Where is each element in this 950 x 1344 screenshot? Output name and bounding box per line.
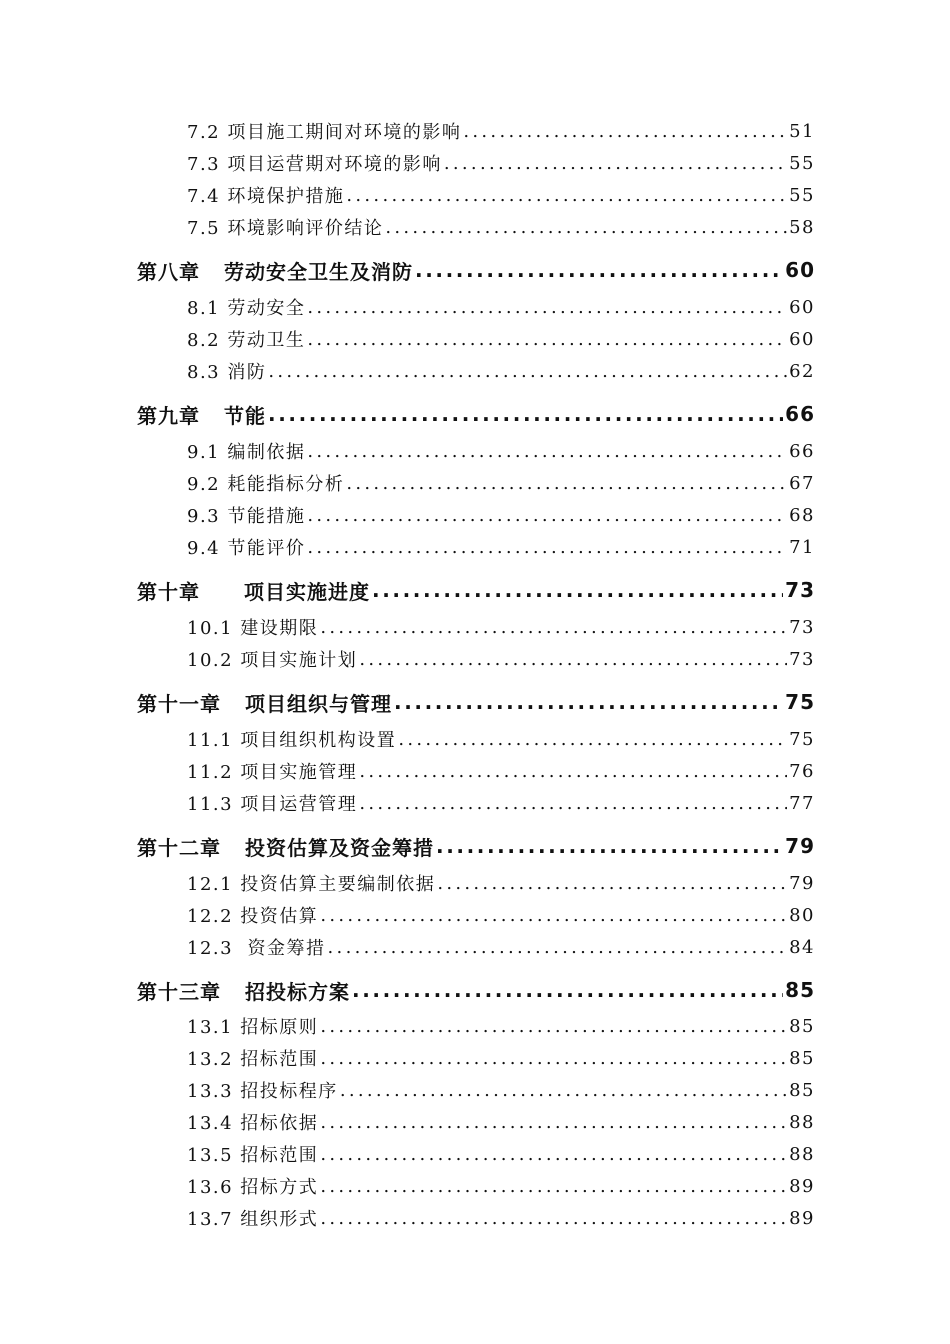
toc-section-label: 7.3 项目运营期对环境的影响	[187, 154, 442, 175]
toc-page-number: 75	[785, 690, 815, 714]
toc-section-entry[interactable]	[187, 1011, 815, 1041]
toc-leader-dots	[320, 617, 787, 638]
toc-section-label: 12.2 投资估算	[187, 906, 319, 927]
toc-chapter-number: 第八章	[137, 259, 200, 284]
toc-chapter-number: 第十二章	[137, 835, 221, 860]
toc-page-number: 71	[789, 536, 815, 558]
toc-leader-dots	[328, 937, 788, 958]
toc-leader-dots	[359, 761, 787, 782]
toc-section-entry[interactable]	[187, 532, 815, 562]
toc-section-entry[interactable]	[187, 468, 815, 498]
toc-chapter-title: 项目组织与管理	[245, 691, 392, 716]
toc-section-label: 13.6 招标方式	[187, 1177, 319, 1198]
toc-leader-dots	[385, 217, 787, 238]
toc-section-label: 7.5 环境影响评价结论	[187, 218, 384, 239]
toc-section-label: 13.5 招标范围	[187, 1145, 319, 1166]
toc-chapter-entry[interactable]	[137, 975, 815, 1005]
toc-leader-dots	[346, 473, 787, 494]
toc-leader-dots	[359, 793, 787, 814]
toc-page-number: 66	[785, 402, 815, 426]
toc-section-entry[interactable]	[187, 612, 815, 642]
toc-leader-dots	[268, 402, 783, 426]
toc-chapter-entry[interactable]	[137, 831, 815, 861]
toc-leader-dots	[320, 1016, 787, 1037]
toc-section-entry[interactable]	[187, 436, 815, 466]
toc-section-entry[interactable]	[187, 1139, 815, 1169]
toc-leader-dots	[320, 905, 787, 926]
toc-leader-dots	[436, 834, 783, 858]
toc-chapter-number: 第十三章	[137, 979, 221, 1004]
toc-chapter-title: 招投标方案	[245, 979, 350, 1004]
toc-page-number: 55	[789, 184, 815, 206]
toc-section-label: 13.1 招标原则	[187, 1017, 319, 1038]
toc-leader-dots	[398, 729, 787, 750]
toc-leader-dots	[320, 1144, 787, 1165]
toc-section-entry[interactable]	[187, 1107, 815, 1137]
toc-page-number: 68	[789, 504, 815, 526]
toc-page-number: 79	[785, 834, 815, 858]
toc-chapter-entry[interactable]	[137, 687, 815, 717]
toc-page-number: 76	[789, 760, 815, 782]
toc-page-number: 85	[789, 1047, 815, 1069]
toc-page-number: 84	[789, 936, 815, 958]
toc-page-number: 88	[789, 1143, 815, 1165]
toc-leader-dots	[307, 297, 787, 318]
toc-leader-dots	[359, 649, 787, 670]
toc-chapter-entry[interactable]	[137, 399, 815, 429]
toc-section-entry[interactable]	[187, 644, 815, 674]
toc-leader-dots	[307, 505, 787, 526]
toc-section-entry[interactable]	[187, 500, 815, 530]
toc-leader-dots	[307, 537, 787, 558]
toc-section-entry[interactable]	[187, 724, 815, 754]
toc-page-number: 60	[789, 296, 815, 318]
toc-section-label: 7.2 项目施工期间对环境的影响	[187, 122, 462, 143]
toc-chapter-number: 第十一章	[137, 691, 221, 716]
toc-leader-dots	[320, 1208, 787, 1229]
toc-page-number: 85	[789, 1079, 815, 1101]
toc-section-label: 9.2 耗能指标分析	[187, 474, 345, 495]
toc-page-number: 62	[789, 360, 815, 382]
toc-section-entry[interactable]	[187, 148, 815, 178]
toc-chapter-entry[interactable]	[137, 255, 815, 285]
toc-section-label: 8.1 劳动安全	[187, 298, 306, 319]
toc-page-number: 67	[789, 472, 815, 494]
toc-chapter-number: 第九章	[137, 403, 200, 428]
toc-section-label: 10.2 项目实施计划	[187, 650, 358, 671]
toc-section-entry[interactable]	[187, 1171, 815, 1201]
toc-leader-dots	[415, 258, 783, 282]
toc-section-entry[interactable]	[187, 788, 815, 818]
toc-section-entry[interactable]	[187, 324, 815, 354]
toc-section-label: 9.4 节能评价	[187, 538, 306, 559]
toc-page-number: 85	[789, 1015, 815, 1037]
toc-page-number: 75	[789, 728, 815, 750]
toc-section-label: 8.3 消防	[187, 362, 267, 383]
toc-section-entry[interactable]	[187, 1075, 815, 1105]
toc-section-label: 10.1 建设期限	[187, 618, 319, 639]
toc-page-number: 79	[789, 872, 815, 894]
toc-page-number: 55	[789, 152, 815, 174]
toc-page-number: 85	[785, 978, 815, 1002]
toc-page-number: 60	[789, 328, 815, 350]
toc-leader-dots	[394, 690, 783, 714]
toc-page-number: 73	[785, 578, 815, 602]
toc-leader-dots	[340, 1080, 787, 1101]
toc-section-entry[interactable]	[187, 212, 815, 242]
toc-page-number: 89	[789, 1175, 815, 1197]
toc-section-label: 11.1 项目组织机构设置	[187, 730, 397, 751]
toc-section-label: 12.3 资金筹措	[187, 938, 326, 959]
toc-section-entry[interactable]	[187, 180, 815, 210]
toc-page-number: 66	[789, 440, 815, 462]
toc-leader-dots	[268, 361, 787, 382]
toc-leader-dots	[437, 873, 787, 894]
toc-section-entry[interactable]	[187, 116, 815, 146]
toc-leader-dots	[307, 329, 787, 350]
toc-section-entry[interactable]	[187, 356, 815, 386]
toc-page-number: 51	[789, 120, 815, 142]
toc-chapter-title: 投资估算及资金筹措	[245, 835, 434, 860]
toc-section-label: 13.2 招标范围	[187, 1049, 319, 1070]
toc-section-label: 13.3 招投标程序	[187, 1081, 338, 1102]
toc-leader-dots	[372, 578, 783, 602]
toc-page-number: 73	[789, 648, 815, 670]
toc-leader-dots	[352, 978, 783, 1002]
toc-page-number: 80	[789, 904, 815, 926]
toc-page-number: 89	[789, 1207, 815, 1229]
toc-leader-dots	[320, 1048, 787, 1069]
toc-leader-dots	[444, 153, 787, 174]
toc-leader-dots	[320, 1112, 787, 1133]
toc-section-label: 13.4 招标依据	[187, 1113, 319, 1134]
toc-section-entry[interactable]	[187, 900, 815, 930]
toc-section-label: 11.3 项目运营管理	[187, 794, 358, 815]
toc-page-number: 77	[789, 792, 815, 814]
toc-leader-dots	[463, 121, 787, 142]
toc-section-label: 8.2 劳动卫生	[187, 330, 306, 351]
toc-section-entry[interactable]	[187, 756, 815, 786]
toc-page-number: 73	[789, 616, 815, 638]
toc-section-label: 13.7 组织形式	[187, 1209, 319, 1230]
toc-page-number: 60	[785, 258, 815, 282]
toc-section-label: 7.4 环境保护措施	[187, 186, 345, 207]
toc-section-entry[interactable]	[187, 1203, 815, 1233]
toc-chapter-title: 劳动安全卫生及消防	[224, 259, 413, 284]
toc-chapter-number: 第十章	[137, 579, 200, 604]
toc-section-entry[interactable]	[187, 932, 815, 962]
toc-section-label: 12.1 投资估算主要编制依据	[187, 874, 436, 895]
toc-chapter-entry[interactable]	[137, 575, 815, 605]
toc-chapter-title: 节能	[224, 403, 266, 428]
toc-leader-dots	[307, 441, 787, 462]
toc-section-label: 9.3 节能措施	[187, 506, 306, 527]
toc-page-number: 58	[789, 216, 815, 238]
toc-section-entry[interactable]	[187, 292, 815, 322]
toc-leader-dots	[320, 1176, 787, 1197]
toc-leader-dots	[346, 185, 787, 206]
toc-section-label: 9.1 编制依据	[187, 442, 306, 463]
toc-page-number: 88	[789, 1111, 815, 1133]
toc-chapter-title: 项目实施进度	[244, 579, 370, 604]
toc-section-entry[interactable]	[187, 868, 815, 898]
toc-section-label: 11.2 项目实施管理	[187, 762, 358, 783]
toc-section-entry[interactable]	[187, 1043, 815, 1073]
